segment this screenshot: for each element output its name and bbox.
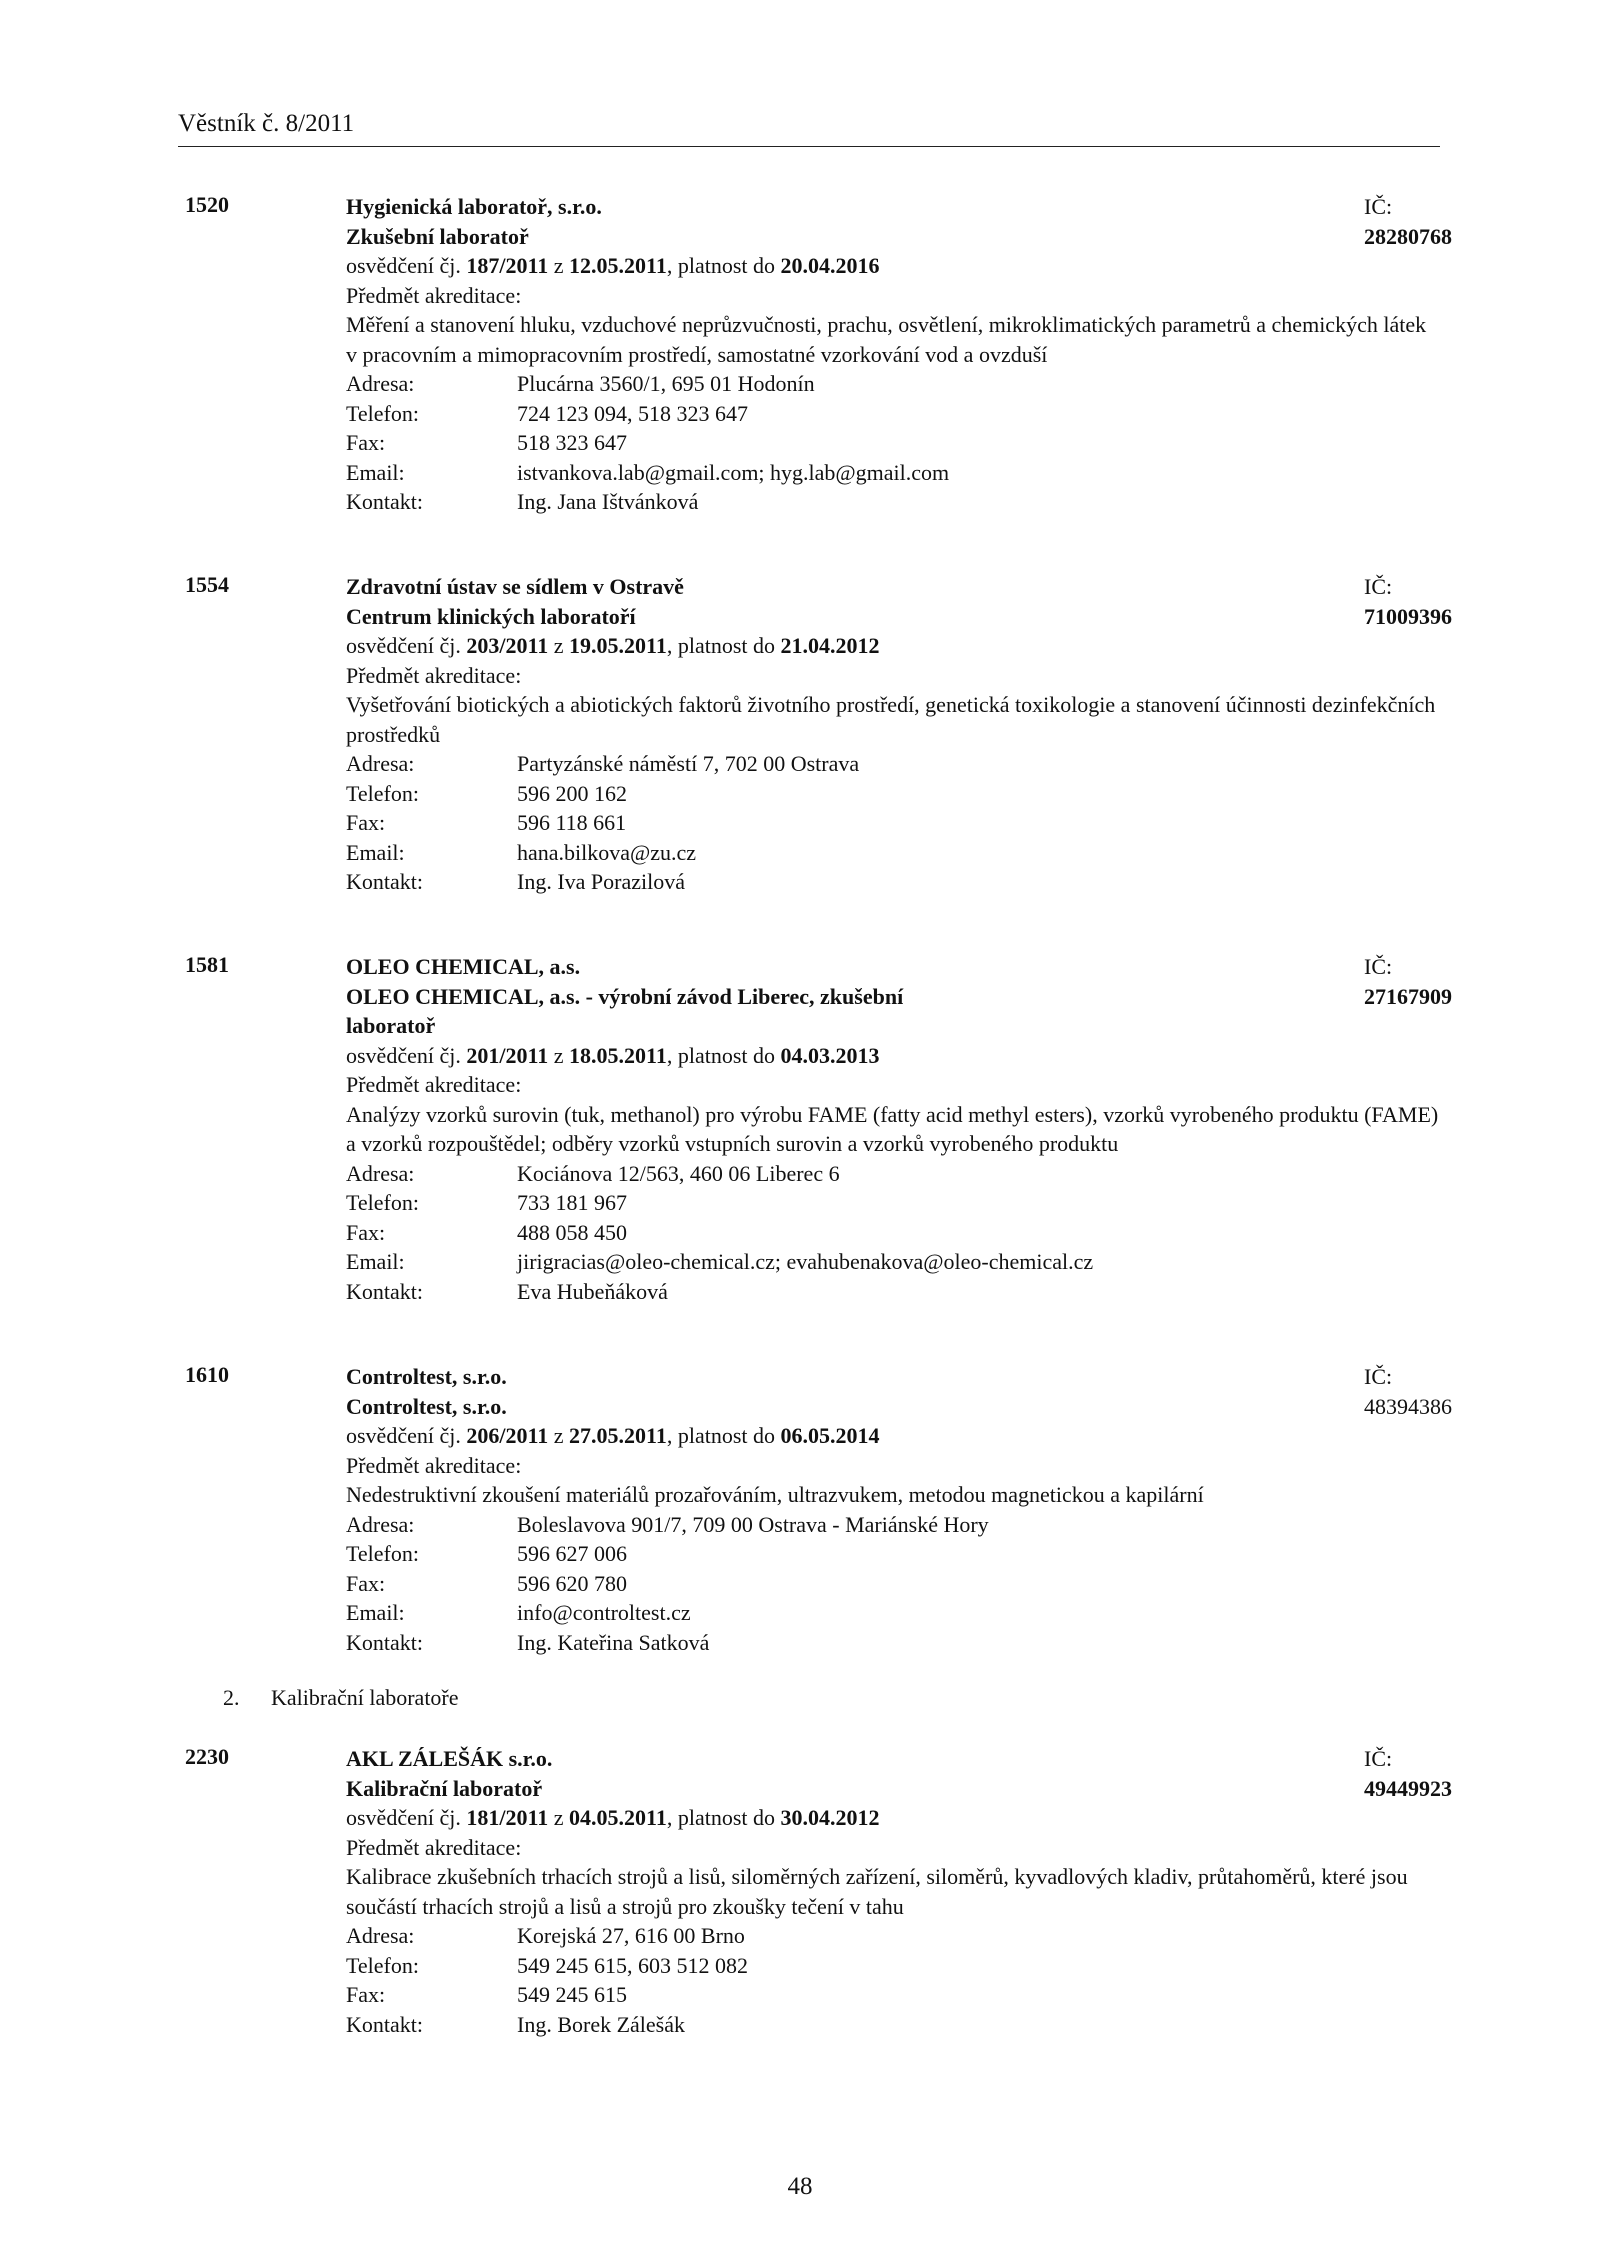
subject-text: Vyšetřování biotických a abiotických faktorů životního prostředí, genetická toxikologie a stanovení účinnosti dezinfekčních prostředků (346, 692, 1436, 747)
ic-value: 49449923 (1364, 1775, 1452, 1801)
certificate-z: z (553, 1042, 564, 1068)
header-divider (178, 146, 1440, 147)
contact-label: Kontakt: (346, 2011, 423, 2037)
valid-until: 21.04.2012 (780, 633, 880, 658)
fax-label: Fax: (346, 430, 386, 455)
email-label: Email: (346, 1600, 405, 1625)
valid-until: 06.05.2014 (780, 1423, 880, 1448)
ic-label: IČ: (1364, 1364, 1393, 1389)
address-label: Adresa: (346, 751, 415, 776)
address-value: Partyzánské náměstí 7, 702 00 Ostrava (517, 751, 860, 776)
laboratory-name: Controltest, s.r.o. (346, 1393, 507, 1419)
contact-label: Kontakt: (346, 1278, 423, 1304)
validity-label: , platnost do (666, 253, 775, 278)
phone-value: 549 245 615, 603 512 082 (517, 1952, 748, 1978)
contact-row (346, 867, 1456, 897)
ic-label: IČ: (1364, 954, 1393, 979)
subject-text: Kalibrace zkušebních trhacích strojů a lisů, siloměrných zařízení, siloměrů, kyvadlových kladiv, průtahoměrů, které jsou součástí trhacích strojů a lisů a strojů pro zkoušky tečení v tahu (346, 1864, 1408, 1919)
certificate-number: 201/2011 (466, 1042, 549, 1068)
ic-field (1364, 1744, 1456, 1803)
phone-row (346, 779, 1456, 809)
phone-value: 733 181 967 (517, 1190, 627, 1215)
valid-until: 30.04.2012 (780, 1805, 880, 1830)
fax-value: 549 245 615 (517, 1982, 627, 2007)
fax-label: Fax: (346, 1219, 386, 1245)
certificate-line (346, 1803, 1456, 1833)
section-heading (223, 1685, 459, 1711)
validity-label: , platnost do (666, 633, 775, 658)
email-value: hana.bilkova@zu.cz (517, 839, 697, 865)
fax-label: Fax: (346, 1982, 386, 2007)
certificate-line (346, 251, 1456, 281)
address-label: Adresa: (346, 1923, 415, 1948)
certificate-date: 27.05.2011 (569, 1423, 667, 1448)
contact-row (346, 1277, 1456, 1307)
ic-value: 71009396 (1364, 603, 1452, 629)
certificate-z: z (553, 1805, 564, 1830)
ic-label: IČ: (1364, 1746, 1393, 1771)
section-number: 2. (223, 1685, 240, 1710)
certificate-z: z (553, 633, 564, 658)
certificate-number: 203/2011 (466, 633, 549, 658)
certificate-date: 18.05.2011 (569, 1042, 667, 1068)
ic-value: 48394386 (1364, 1393, 1452, 1419)
contact-label: Kontakt: (346, 489, 423, 514)
address-value: Boleslavova 901/7, 709 00 Ostrava - Mariánské Hory (517, 1511, 989, 1537)
phone-label: Telefon: (346, 1952, 419, 1978)
certificate-z: z (553, 253, 564, 278)
email-row (346, 1598, 1456, 1628)
phone-row (346, 1539, 1456, 1569)
fax-row (346, 1218, 1456, 1248)
company-name: AKL ZÁLEŠÁK s.r.o. (346, 1746, 553, 1771)
phone-label: Telefon: (346, 400, 419, 426)
certificate-date: 04.05.2011 (569, 1805, 667, 1830)
validity-label: , platnost do (666, 1805, 775, 1830)
address-label: Adresa: (346, 1160, 415, 1186)
fax-value: 596 118 661 (517, 810, 627, 835)
subject-label: Předmět akreditace: (346, 662, 522, 688)
contact-value: Ing. Kateřina Satková (517, 1629, 710, 1655)
section-title: Kalibrační laboratoře (271, 1685, 459, 1710)
address-label: Adresa: (346, 371, 415, 396)
page-number: 48 (787, 2173, 813, 2200)
address-row (346, 1921, 1456, 1951)
fax-row (346, 428, 1456, 458)
validity-label: , platnost do (666, 1042, 775, 1068)
phone-value: 596 200 162 (517, 780, 627, 806)
certificate-prefix: osvědčení čj. (346, 633, 461, 658)
phone-row (346, 1188, 1456, 1218)
entry-number: 1581 (185, 952, 229, 977)
address-row (346, 1159, 1456, 1189)
fax-label: Fax: (346, 810, 386, 835)
ic-field (1364, 572, 1456, 631)
phone-value: 596 627 006 (517, 1541, 627, 1566)
validity-label: , platnost do (666, 1423, 775, 1448)
contact-row (346, 1628, 1456, 1658)
email-value: jirigracias@oleo-chemical.cz; evahubenakova@oleo-chemical.cz (517, 1249, 1094, 1274)
valid-until: 20.04.2016 (780, 253, 880, 278)
subject-text: Analýzy vzorků surovin (tuk, methanol) pro výrobu FAME (fatty acid methyl esters), vzorků vyrobeného produktu (FAME) a vzorků rozpouštědel; odběry vzorků vstupních surovin a vzorků vyrobeného produktu (346, 1101, 1439, 1156)
address-row (346, 749, 1456, 779)
subject-text: Měření a stanovení hluku, vzduchové neprůzvučnosti, prachu, osvětlení, mikroklimatických parametrů a chemických látek v pracovním a mimopracovním prostředí, samostatné vzorkování vod a ovzduší (346, 312, 1427, 367)
fax-row (346, 1569, 1456, 1599)
laboratory-name: OLEO CHEMICAL, a.s. - výrobní závod Liberec, zkušební laboratoř (346, 983, 904, 1038)
address-label: Adresa: (346, 1511, 415, 1537)
ic-field (1364, 192, 1456, 251)
subject-label: Předmět akreditace: (346, 1072, 522, 1097)
contact-row (346, 2010, 1456, 2040)
ic-value: 27167909 (1364, 983, 1452, 1009)
contact-label: Kontakt: (346, 1629, 423, 1655)
certificate-z: z (553, 1423, 564, 1448)
fax-label: Fax: (346, 1570, 386, 1596)
fax-row (346, 1980, 1456, 2010)
valid-until: 04.03.2013 (780, 1042, 880, 1068)
address-value: Korejská 27, 616 00 Brno (517, 1923, 745, 1948)
certificate-prefix: osvědčení čj. (346, 1042, 461, 1068)
email-label: Email: (346, 839, 405, 865)
ic-field (1364, 952, 1456, 1011)
certificate-line (346, 1041, 1456, 1071)
laboratory-name: Kalibrační laboratoř (346, 1775, 543, 1801)
company-name: Zdravotní ústav se sídlem v Ostravě (346, 574, 684, 599)
certificate-line (346, 1421, 1456, 1451)
fax-value: 488 058 450 (517, 1219, 627, 1245)
contact-row (346, 487, 1456, 517)
ic-label: IČ: (1364, 574, 1393, 599)
certificate-prefix: osvědčení čj. (346, 1423, 461, 1448)
email-row (346, 838, 1456, 868)
fax-row (346, 808, 1456, 838)
email-label: Email: (346, 459, 405, 485)
ic-value: 28280768 (1364, 223, 1452, 249)
email-value: istvankova.lab@gmail.com; hyg.lab@gmail.com (517, 459, 950, 485)
subject-text: Nedestruktivní zkoušení materiálů prozařováním, ultrazvukem, metodou magnetickou a kapilární (346, 1482, 1204, 1507)
contact-value: Ing. Jana Ištvánková (517, 489, 699, 514)
fax-value: 518 323 647 (517, 430, 627, 455)
contact-value: Ing. Iva Porazilová (517, 869, 685, 894)
fax-value: 596 620 780 (517, 1570, 627, 1596)
certificate-prefix: osvědčení čj. (346, 253, 461, 278)
entry-number: 2230 (185, 1744, 229, 1769)
company-name: Hygienická laboratoř, s.r.o. (346, 194, 602, 219)
email-value: info@controltest.cz (517, 1600, 691, 1625)
address-row (346, 1510, 1456, 1540)
ic-label: IČ: (1364, 194, 1393, 219)
address-row (346, 369, 1456, 399)
phone-label: Telefon: (346, 1190, 419, 1215)
page-header-title: Věstník č. 8/2011 (178, 110, 355, 137)
subject-label: Předmět akreditace: (346, 282, 522, 308)
certificate-number: 206/2011 (466, 1423, 549, 1448)
certificate-line (346, 631, 1456, 661)
email-row (346, 458, 1456, 488)
entry-number: 1520 (185, 192, 229, 217)
phone-row (346, 399, 1456, 429)
certificate-number: 181/2011 (466, 1805, 549, 1830)
subject-label: Předmět akreditace: (346, 1452, 522, 1478)
subject-label: Předmět akreditace: (346, 1834, 522, 1860)
address-value: Kociánova 12/563, 460 06 Liberec 6 (517, 1160, 840, 1186)
ic-field (1364, 1362, 1456, 1421)
laboratory-name: Centrum klinických laboratoří (346, 603, 636, 629)
entry-number: 1610 (185, 1362, 229, 1387)
phone-label: Telefon: (346, 1541, 419, 1566)
email-label: Email: (346, 1249, 405, 1274)
laboratory-name: Zkušební laboratoř (346, 223, 529, 249)
phone-row (346, 1951, 1456, 1981)
company-name: Controltest, s.r.o. (346, 1364, 507, 1389)
entry-number: 1554 (185, 572, 229, 597)
email-row (346, 1247, 1456, 1277)
company-name: OLEO CHEMICAL, a.s. (346, 954, 581, 979)
certificate-date: 12.05.2011 (569, 253, 667, 278)
contact-value: Ing. Borek Zálešák (517, 2011, 685, 2037)
contact-label: Kontakt: (346, 869, 423, 894)
certificate-number: 187/2011 (466, 253, 549, 278)
address-value: Plucárna 3560/1, 695 01 Hodonín (517, 371, 815, 396)
phone-value: 724 123 094, 518 323 647 (517, 400, 748, 426)
contact-value: Eva Hubeňáková (517, 1278, 668, 1304)
phone-label: Telefon: (346, 780, 419, 806)
certificate-date: 19.05.2011 (569, 633, 667, 658)
certificate-prefix: osvědčení čj. (346, 1805, 461, 1830)
